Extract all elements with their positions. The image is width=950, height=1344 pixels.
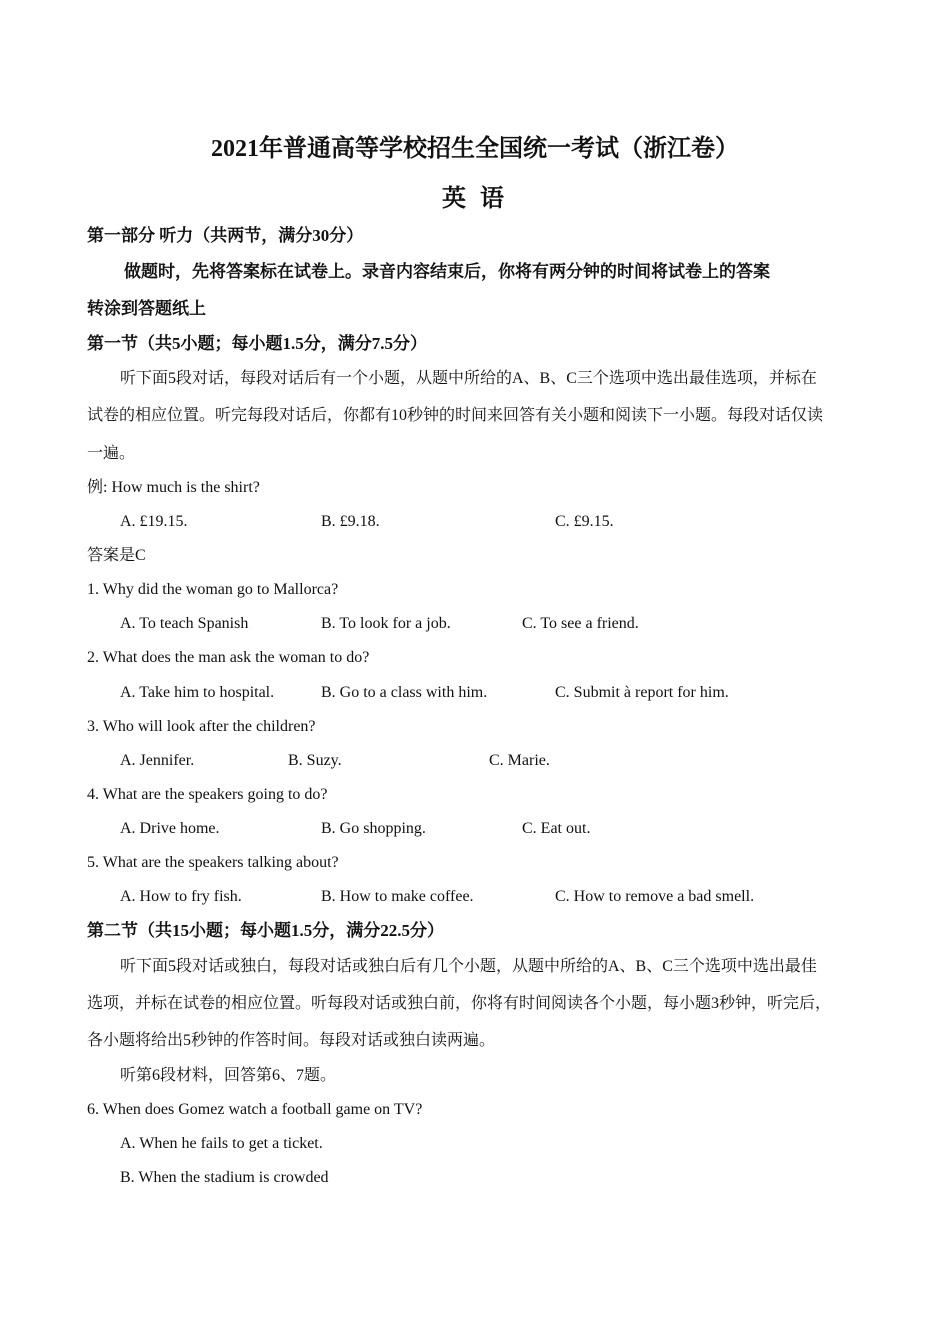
section1-instruction-line1: 听下面5段对话，每段对话后有一个小题，从题中所给的A、B、C三个选项中选出最佳选项，并标在 (120, 370, 817, 387)
example-option-a: A. £19.15. (120, 513, 188, 530)
section1-heading: 第一节（共5小题；每小题1.5分，满分7.5分） (87, 334, 427, 353)
q5-option-a: A. How to fry fish. (120, 888, 242, 905)
q2-option-b: B. Go to a class with him. (321, 684, 488, 701)
q2-option-a: A. Take him to hospital. (120, 684, 275, 701)
section2-instruction-line2: 选项，并标在试卷的相应位置。听每段对话或独白前，你将有时间阅读各个小题，每小题3秒钟，听完后， (87, 995, 832, 1012)
q1-option-c: C. To see a friend. (522, 615, 639, 632)
section2-heading: 第二节（共15小题；每小题1.5分，满分22.5分） (87, 921, 444, 940)
q1-option-a: A. To teach Spanish (120, 615, 249, 632)
part1-note-line1: 做题时，先将答案标在试卷上。录音内容结束后，你将有两分钟的时间将试卷上的答案 (124, 262, 770, 281)
q6-option-b: B. When the stadium is crowded (120, 1169, 329, 1186)
example-question: 例: How much is the shirt? (87, 479, 260, 496)
q6-option-a: A. When he fails to get a ticket. (120, 1135, 323, 1152)
q5-option-c: C. How to remove a bad smell. (555, 888, 755, 905)
question-6: 6. When does Gomez watch a football game on TV? (87, 1101, 423, 1118)
q3-option-c: C. Marie. (489, 752, 550, 769)
example-option-b: B. £9.18. (321, 513, 380, 530)
question-4: 4. What are the speakers going to do? (87, 786, 328, 803)
example-option-c: C. £9.15. (555, 513, 614, 530)
example-answer: 答案是C (87, 547, 146, 564)
exam-title: 2021年普通高等学校招生全国统一考试（浙江卷） (211, 136, 739, 162)
q4-option-a: A. Drive home. (120, 820, 220, 837)
part1-note-line2: 转涂到答题纸上 (87, 299, 206, 318)
q3-option-a: A. Jennifer. (120, 752, 195, 769)
q5-option-b: B. How to make coffee. (321, 888, 474, 905)
part1-heading: 第一部分 听力（共两节，满分30分） (87, 226, 364, 245)
q4-option-c: C. Eat out. (522, 820, 591, 837)
question-1: 1. Why did the woman go to Mallorca? (87, 581, 339, 598)
question-2: 2. What does the man ask the woman to do? (87, 649, 370, 666)
section1-instruction-line2: 试卷的相应位置。听完每段对话后，你都有10秒钟的时间来回答有关小题和阅读下一小题。每段对话仅读 (87, 407, 824, 424)
section2-instruction-line1: 听下面5段对话或独白，每段对话或独白后有几个小题，从题中所给的A、B、C三个选项中选出最佳 (120, 958, 817, 975)
section1-instruction-line3: 一遍。 (87, 445, 136, 462)
q2-option-c: C. Submit à report for him. (555, 684, 729, 701)
q4-option-b: B. Go shopping. (321, 820, 426, 837)
question-5: 5. What are the speakers talking about? (87, 854, 339, 871)
material-6-instruction: 听第6段材料，回答第6、7题。 (120, 1067, 337, 1084)
question-3: 3. Who will look after the children? (87, 718, 316, 735)
subject-title: 英 语 (442, 186, 508, 212)
q3-option-b: B. Suzy. (288, 752, 342, 769)
section2-instruction-line3: 各小题将给出5秒钟的作答时间。每段对话或独白读两遍。 (87, 1032, 496, 1049)
q1-option-b: B. To look for a job. (321, 615, 451, 632)
